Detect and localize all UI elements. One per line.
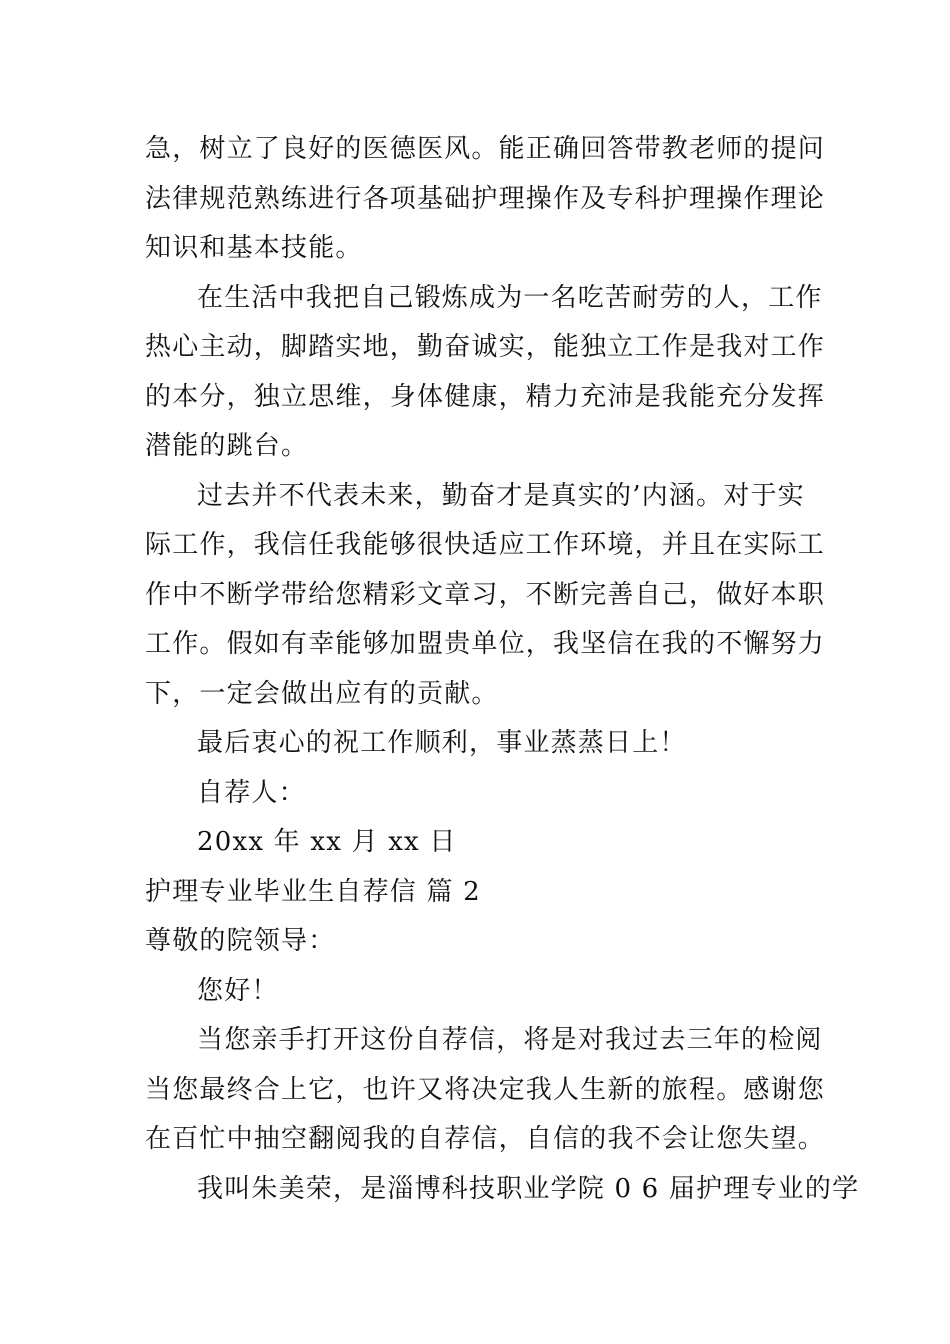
text-line: 际工作，我信任我能够很快适应工作环境，并且在实际工 [145, 530, 826, 560]
text-line: 我叫朱美荣，是淄博科技职业学院 0 6 届护理专业的学 [197, 1173, 860, 1204]
salutation: 尊敬的院领导： [145, 926, 336, 956]
signature-label: 自荐人： [197, 777, 306, 808]
text-line: 法律规范熟练进行各项基础护理操作及专科护理操作理论 [145, 183, 826, 214]
text-line: 当您最终合上它，也许又将决定我人生新的旅程。感谢您 [145, 1074, 826, 1105]
text-line: 下，一定会做出应有的贡献。 [145, 678, 499, 709]
text-line: 在百忙中抽空翻阅我的自荐信，自信的我不会让您失望。 [145, 1124, 826, 1154]
text-line: 在生活中我把自己锻炼成为一名吃苦耐劳的人，工作 [197, 282, 823, 313]
section-heading: 护理专业毕业生自荐信 篇 2 [145, 876, 481, 907]
text-line: 的本分，独立思维，身体健康，精力充沛是我能充分发挥 [145, 381, 826, 412]
text-line: 潜能的跳台。 [145, 431, 309, 461]
text-line: 热心主动，脚踏实地，勤奋诚实，能独立工作是我对工作 [145, 332, 826, 362]
document-body [145, 125, 860, 1214]
text-line: 知识和基本技能。 [145, 233, 363, 263]
greeting: 您好！ [197, 975, 279, 1006]
text-line: 过去并不代表未来，勤奋才是真实的’内涵。对于实 [197, 480, 805, 511]
text-line: 工作。假如有幸能够加盟贵单位，我坚信在我的不懈努力 [145, 629, 826, 659]
text-line: 当您亲手打开这份自荐信，将是对我过去三年的检阅 [197, 1025, 823, 1055]
text-line: 作中不断学带给您精彩文章习，不断完善自己，做好本职 [145, 579, 826, 610]
closing-wish: 最后衷心的祝工作顺利，事业蒸蒸日上！ [197, 728, 687, 758]
letter-date: 20xx 年 xx 月 xx 日 [197, 827, 457, 857]
text-line: 急，树立了良好的医德医风。能正确回答带教老师的提问 [145, 134, 826, 164]
